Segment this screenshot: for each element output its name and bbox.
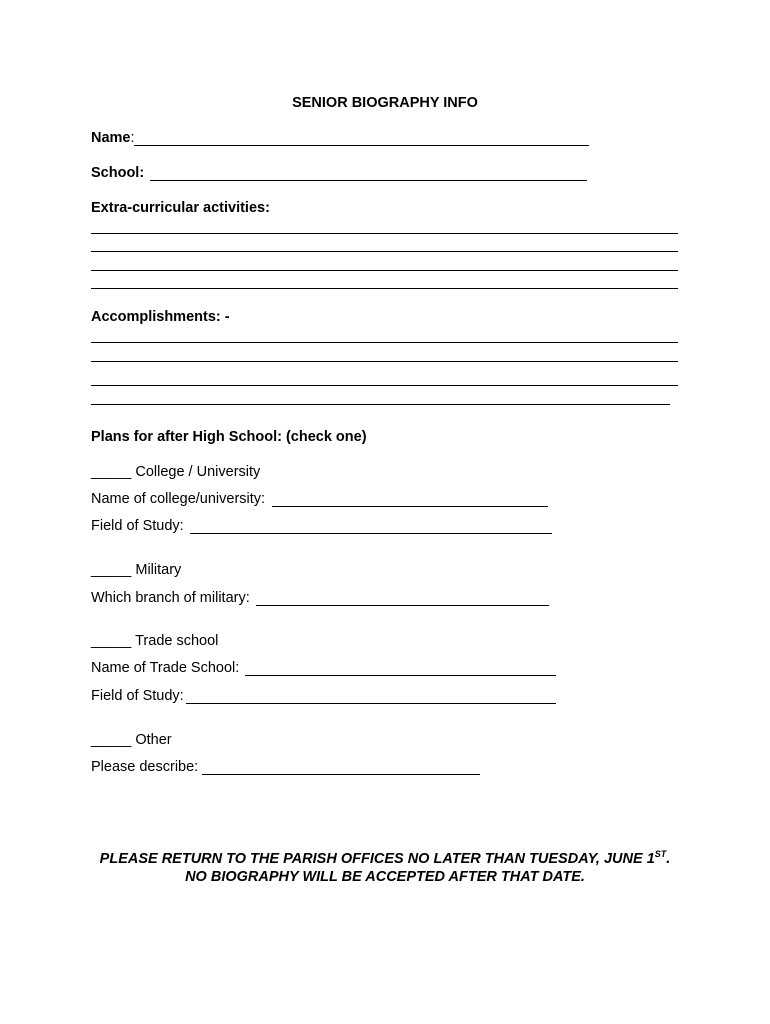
extracurricular-line-3[interactable]	[91, 270, 678, 271]
name-label-text: Name	[91, 130, 131, 146]
military-option[interactable]	[91, 562, 181, 578]
military-branch-field[interactable]	[256, 605, 549, 606]
college-name-label: Name of college/university:	[91, 491, 266, 507]
other-check-blank[interactable]: _____	[91, 732, 132, 748]
college-field-field[interactable]	[190, 533, 552, 534]
trade-check-blank[interactable]: _____	[91, 633, 132, 649]
other-describe-field[interactable]	[202, 774, 480, 775]
page-title: SENIOR BIOGRAPHY INFO	[292, 95, 478, 111]
trade-option[interactable]	[91, 633, 218, 649]
other-option[interactable]	[91, 732, 172, 748]
school-label: School:	[91, 165, 145, 181]
name-field[interactable]	[134, 145, 589, 146]
school-field[interactable]	[150, 180, 587, 181]
footer-line-2: NO BIOGRAPHY WILL BE ACCEPTED AFTER THAT DATE.	[185, 869, 585, 885]
accomplishments-line-4[interactable]	[91, 404, 670, 405]
accomplishments-line-2[interactable]	[91, 361, 678, 362]
other-option-label: Other	[135, 732, 172, 748]
college-option-label: College / University	[135, 464, 261, 480]
college-check-blank[interactable]: _____	[91, 464, 132, 480]
extracurricular-line-2[interactable]	[91, 251, 678, 252]
footer-line-1-sup: ST	[654, 849, 667, 860]
extracurricular-label: Extra-curricular activities:	[91, 200, 270, 216]
college-name-field[interactable]	[272, 506, 548, 507]
name-label-colon: :	[130, 130, 135, 146]
trade-name-field[interactable]	[245, 675, 556, 676]
trade-field-label: Field of Study:	[91, 688, 184, 704]
name-label	[91, 130, 135, 146]
college-option[interactable]	[91, 464, 260, 480]
military-branch-label: Which branch of military:	[91, 590, 250, 606]
other-describe-label: Please describe:	[91, 759, 199, 775]
trade-option-label: Trade school	[135, 633, 219, 649]
military-check-blank[interactable]: _____	[91, 562, 132, 578]
accomplishments-line-1[interactable]	[91, 342, 678, 343]
plans-label: Plans for after High School: (check one)	[91, 429, 367, 445]
extracurricular-line-4[interactable]	[91, 288, 678, 289]
extracurricular-line-1[interactable]	[91, 233, 678, 234]
accomplishments-line-3[interactable]	[91, 385, 678, 386]
trade-name-label: Name of Trade School:	[91, 660, 240, 676]
footer-line-1-end: .	[666, 851, 671, 867]
military-option-label: Military	[135, 562, 182, 578]
accomplishments-label: Accomplishments: -	[91, 309, 230, 325]
footer-line-1-text: PLEASE RETURN TO THE PARISH OFFICES NO LATER THAN TUESDAY, JUNE 1	[99, 851, 655, 867]
college-field-label: Field of Study:	[91, 518, 184, 534]
trade-field-field[interactable]	[186, 703, 556, 704]
footer-line-1	[0, 851, 770, 867]
